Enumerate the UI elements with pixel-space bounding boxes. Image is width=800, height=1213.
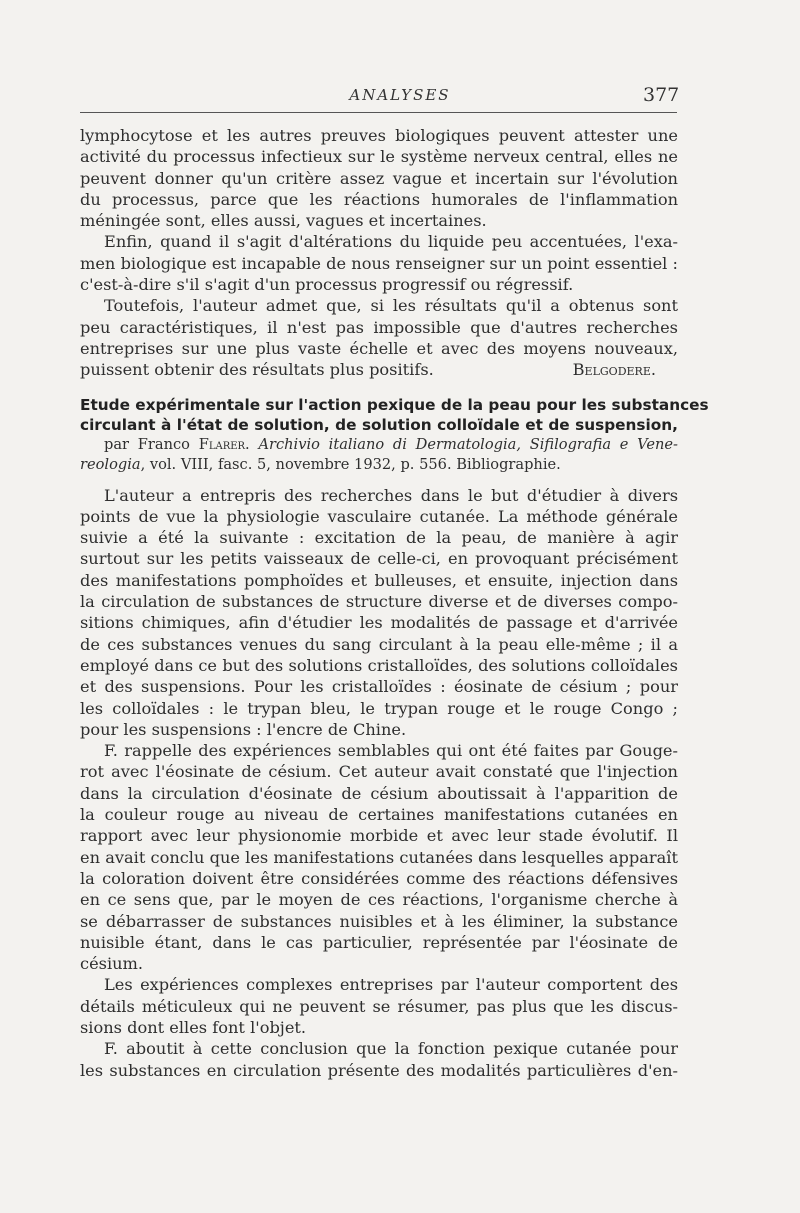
- text-line: Les expériences complexes entreprises par l'auteur comportent des: [104, 975, 678, 995]
- text-line: [80, 359, 678, 380]
- header-rule: [80, 112, 677, 113]
- page-body: [80, 125, 709, 1081]
- reference-prefix: par Franco: [104, 435, 199, 453]
- paragraph-5: [80, 740, 678, 974]
- reference-line: [80, 435, 678, 456]
- text-line: dans la circulation d'éosinate de césium aboutissait à l'apparition de: [80, 783, 678, 803]
- reviewer-signature: Belgodere.: [572, 360, 656, 380]
- text-line: points de vue la physiologie vasculaire cutanée. La méthode générale: [80, 506, 678, 526]
- text-line: F. aboutit à cette conclusion que la fonction pexique cutanée pour: [104, 1039, 678, 1059]
- text-line: nuisible étant, dans le cas particulier, représentée par l'éosinate de: [80, 932, 678, 952]
- text-line: en avait conclu que les manifestations cutanées dans lesquelles apparaît: [80, 847, 678, 867]
- text-line: des manifestations pomphoïdes et bulleuses, et ensuite, injection dans: [80, 570, 678, 590]
- text-line: activité du processus infectieux sur le système nerveux central, elles ne: [80, 147, 678, 167]
- paragraph-4: [80, 485, 678, 741]
- text-line: détails méticuleux qui ne peuvent se résumer, pas plus que les discus-: [80, 996, 678, 1016]
- text-line: en ce sens que, par le moyen de ces réactions, l'organisme cherche à: [80, 890, 678, 910]
- text-line: méningée sont, elles aussi, vagues et incertaines.: [80, 211, 487, 231]
- text-line: men biologique est incapable de nous renseigner sur un point essentiel :: [80, 253, 678, 273]
- paragraph-2: [80, 231, 678, 295]
- reference-details: , vol. VIII, fasc. 5, novembre 1932, p. 556. Bibliographie.: [140, 456, 561, 474]
- page-number: 377: [643, 84, 680, 106]
- text-line: suivie a été la suivante : excitation de la peau, de manière à agir: [80, 528, 678, 548]
- text-line: lymphocytose et les autres preuves biologiques peuvent attester une: [80, 126, 678, 145]
- text-line: la circulation de substances de structure diverse et de diverses compo-: [80, 592, 678, 612]
- text-line: la coloration doivent être considérées comme des réactions défensives: [80, 868, 678, 888]
- spacer: [80, 476, 678, 485]
- reference-journal: reologia: [80, 456, 141, 474]
- text-line: pour les suspensions : l'encre de Chine.: [80, 719, 407, 739]
- text-line: de ces substances venues du sang circulant à la peau elle-même ; il a: [80, 634, 678, 654]
- text-line: rapport avec leur physionomie morbide et avec leur stade évolutif. Il: [80, 826, 678, 846]
- text-line: césium.: [80, 954, 144, 974]
- text-line: Toutefois, l'auteur admet que, si les résultats qu'il a obtenus sont: [104, 296, 678, 316]
- running-header-title: ANALYSES: [349, 86, 451, 104]
- text-line: les colloïdales : le trypan bleu, le trypan rouge et le rouge Congo ;: [80, 698, 678, 718]
- reference-author: Flarer.: [198, 435, 250, 453]
- paragraph-3: [80, 295, 678, 380]
- text-line: peu caractéristiques, il n'est pas impossible que d'autres recherches: [80, 317, 678, 337]
- paragraph-7: [80, 1038, 678, 1081]
- text-line: F. rappelle des expériences semblables qui ont été faites par Gouge-: [104, 741, 678, 761]
- text-line: la couleur rouge au niveau de certaines manifestations cutanées en: [80, 805, 678, 825]
- section-title-line: circulant à l'état de solution, de solution colloïdale et de suspension,: [80, 415, 678, 434]
- text-line: sitions chimiques, afin d'étudier les modalités de passage et d'arrivée: [80, 613, 678, 633]
- text-line: L'auteur a entrepris des recherches dans le but d'étudier à divers: [104, 485, 678, 505]
- text-line: entreprises sur une plus vaste échelle et avec des moyens nouveaux,: [80, 338, 678, 358]
- text-line: du processus, parce que les réactions humorales de l'inflammation: [80, 189, 678, 209]
- text-line: rot avec l'éosinate de césium. Cet auteur avait constaté que l'injection: [80, 762, 678, 782]
- text-line: surtout sur les petits vaisseaux de celle-ci, en provoquant précisément: [80, 549, 678, 569]
- text-line: les substances en circulation présente des modalités particulières d'en-: [80, 1060, 678, 1080]
- text-line: peuvent donner qu'un critère assez vague et incertain sur l'évolution: [80, 168, 678, 188]
- reference-journal: Archivio italiano di Dermatologia, Sifilografia e Vene-: [258, 435, 678, 453]
- text-line: se débarrasser de substances nuisibles et à les éliminer, la substance: [80, 911, 678, 931]
- text-line-content: puissent obtenir des résultats plus positifs.: [80, 360, 434, 380]
- text-line: sions dont elles font l'objet.: [80, 1017, 307, 1037]
- section-title-line: Etude expérimentale sur l'action pexique de la peau pour les substances: [80, 395, 709, 414]
- paragraph-1: [80, 125, 678, 231]
- text-line: employé dans ce but des solutions cristalloïdes, des solutions colloïdales: [80, 655, 678, 675]
- reference-line: [80, 455, 678, 476]
- text-line: et des suspensions. Pour les cristalloïdes : éosinate de césium ; pour: [80, 677, 678, 697]
- text-line: c'est-à-dire s'il s'agit d'un processus progressif ou régressif.: [80, 275, 574, 295]
- paragraph-6: [80, 974, 678, 1038]
- text-line: Enfin, quand il s'agit d'altérations du liquide peu accentuées, l'exa-: [104, 232, 678, 252]
